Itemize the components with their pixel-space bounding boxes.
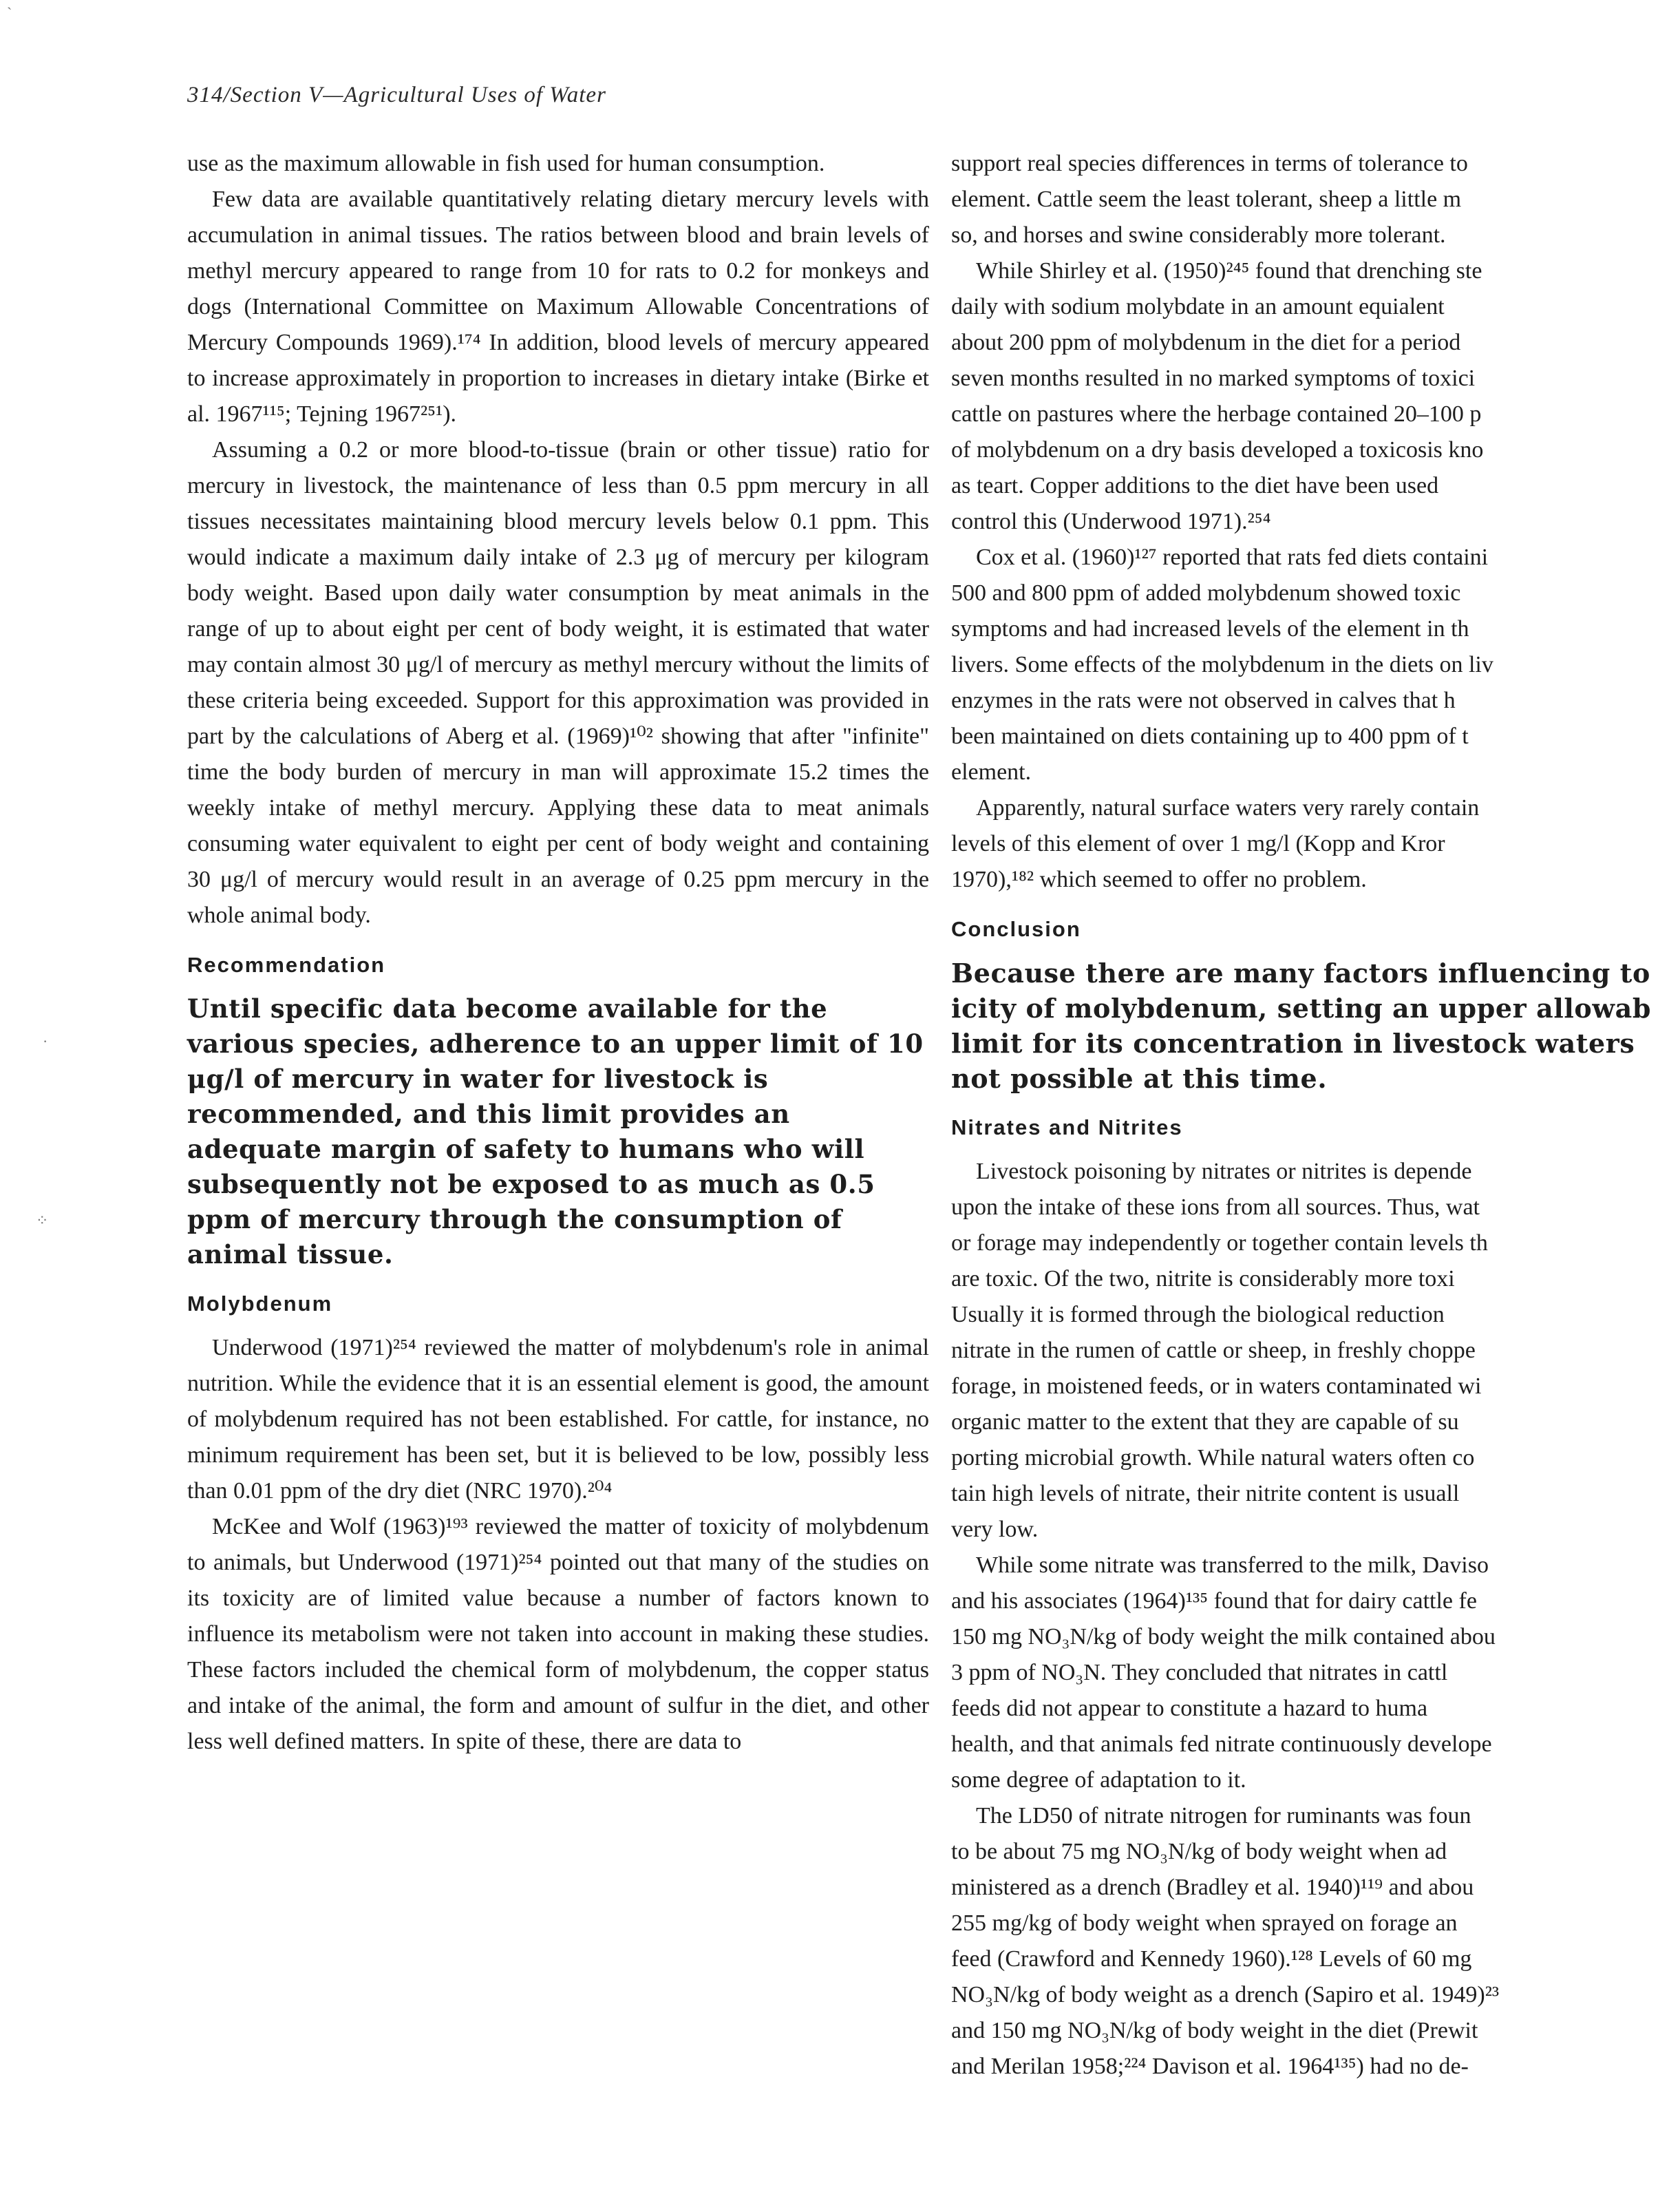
paragraph: Apparently, natural surface waters very rarely contain levels of this element of over 1 mg/l (Kopp and Kror 1970),¹⁸² which seemed to offer no problem. bbox=[951, 795, 1480, 892]
paragraph: While Shirley et al. (1950)²⁴⁵ found that drenching ste daily with sodium molybdate in an amount equialent about 200 ppm of molybdenum in the diet for a period seven months resulted in no marked symptoms of toxici cattle on pastures where the herbage contained 20–100 p of molybdenum on a dry basis developed a toxicosis kno as teart. Copper additions to the diet have been used control this (Underwood 1971).²⁵⁴ bbox=[951, 258, 1484, 534]
section-heading-recommendation: Recommendation bbox=[187, 953, 386, 977]
paragraph: support real species differences in terms of tolerance to element. Cattle seem the least tolerant, sheep a little m so, and horses and swine considerably more tolerant. bbox=[951, 151, 1468, 248]
right-column bbox=[951, 146, 1680, 2085]
section-heading-molybdenum: Molybdenum bbox=[187, 1292, 333, 1316]
paragraph: While some nitrate was transferred to the milk, Daviso and his associates (1964)¹³⁵ found that for dairy cattle fe 150 mg NO₃N/kg of body weight the milk contained abou 3 ppm of NO₃N. They concluded that nitrates in cattl feeds did not appear to constitute a hazard to huma health, and that animals fed nitrate continuously develope some degree of adaptation to it. bbox=[951, 1552, 1496, 1793]
scan-speck: ⁘ bbox=[36, 1212, 49, 1229]
paragraph: Assuming a 0.2 or more blood-to-tissue (brain or other tissue) ratio for mercury in livestock, the maintenance of less than 0.5 ppm mercury in all tissues necessitates maintaining blood mercury levels below 0.1 ppm. This would indicate a maximum daily intake of 2.3 μg of mercury per kilogram body weight. Based upon daily water consumption by meat animals in the range of up to about eight per cent of body weight, it is estimated that water may contain almost 30 μg/l of mercury as methyl mercury without the limits of these criteria being exceeded. Support for this approximation was provided in part by the calculations of Aberg et al. (1969)¹⁰² showing that after "infinite" time the body burden of mercury in man will approximate 15.2 times the weekly intake of methyl mercury. Applying these data to meat animals consuming water equivalent to eight per cent of body weight and containing 30 μg/l of mercury would result in an average of 0.25 ppm mercury in the whole animal body. bbox=[187, 437, 929, 928]
recommendation-statement: Until specific data become available for the various species, adherence to an upper limit of 10 μg/l of mercury in water for livestock is recommended, and this limit provides an adequate margin of safety to humans who will subsequently not be exposed to as much as 0.5 ppm of mercury through the consumption of animal tissue. bbox=[187, 993, 924, 1269]
section-heading-conclusion: Conclusion bbox=[951, 917, 1081, 941]
scan-speck: · bbox=[43, 1033, 48, 1050]
conclusion-statement: Because there are many factors influencing to icity of molybdenum, setting an upper allowab limit for its concentration in livestock waters not possible at this time. bbox=[951, 958, 1652, 1094]
section-heading-nitrates-and-nitrites: Nitrates and Nitrites bbox=[951, 1115, 1183, 1139]
running-head: 314/Section V—Agricultural Uses of Water bbox=[187, 83, 606, 107]
paragraph: The LD50 of nitrate nitrogen for ruminants was foun to be about 75 mg NO₃N/kg of body weight when ad ministered as a drench (Bradley et al. 1940)¹¹⁹ and abou 255 mg/kg of body weight when sprayed on forage an feed (Crawford and Kennedy 1960).¹²⁸ Levels of 60 mg NO₃N/kg of body weight as a drench (Sapiro et al. 1949)²³ and 150 mg NO₃N/kg of body weight in the diet (Prewit and Merilan 1958;²²⁴ Davison et al. 1964¹³⁵) had no de- bbox=[951, 1803, 1500, 2079]
paragraph: use as the maximum allowable in fish used for human consumption. bbox=[187, 151, 825, 176]
paragraph: Livestock poisoning by nitrates or nitrites is depende upon the intake of these ions from all sources. Thus, wat or forage may independently or together contain levels th are toxic. Of the two, nitrite is considerably more toxi Usually it is formed through the biological reduction nitrate in the rumen of cattle or sheep, in freshly choppe forage, in moistened feeds, or in waters contaminated wi organic matter to the extent that they are capable of su porting microbial growth. While natural waters often co tain high levels of nitrate, their nitrite content is usuall very low. bbox=[951, 1159, 1488, 1542]
paragraph: Underwood (1971)²⁵⁴ reviewed the matter of molybdenum's role in animal nutrition. While the evidence that it is an essential element is good, the amount of molybdenum required has not been established. For cattle, for instance, no minimum requirement has been set, but it is believed to be low, possibly less than 0.01 ppm of the dry diet (NRC 1970).²⁰⁴ bbox=[187, 1335, 929, 1504]
left-column bbox=[187, 146, 929, 1760]
scan-speck: ` bbox=[7, 4, 12, 21]
paragraph: Few data are available quantitatively relating dietary mercury levels with accumulation in animal tissues. The ratios between blood and brain levels of methyl mercury appeared to range from 10 for rats to 0.2 for monkeys and dogs (International Committee on Maximum Allowable Concentrations of Mercury Compounds 1969).¹⁷⁴ In addition, blood levels of mercury appeared to increase approximately in proportion to increases in dietary intake (Birke et al. 1967¹¹⁵; Tejning 1967²⁵¹). bbox=[187, 187, 929, 427]
paragraph: McKee and Wolf (1963)¹⁹³ reviewed the matter of toxicity of molybdenum to animals, but Underwood (1971)²⁵⁴ pointed out that many of the studies on its toxicity are of limited value because a number of factors known to influence its metabolism were not taken into account in making these studies. These factors included the chemical form of molybdenum, the copper status and intake of the animal, the form and amount of sulfur in the diet, and other less well defined matters. In spite of these, there are data to bbox=[187, 1514, 929, 1754]
paragraph: Cox et al. (1960)¹²⁷ reported that rats fed diets containi 500 and 800 ppm of added molybdenum showed toxic symptoms and had increased levels of the element in th livers. Some effects of the molybdenum in the diets on liv enzymes in the rats were not observed in calves that h been maintained on diets containing up to 400 ppm of t element. bbox=[951, 545, 1493, 785]
